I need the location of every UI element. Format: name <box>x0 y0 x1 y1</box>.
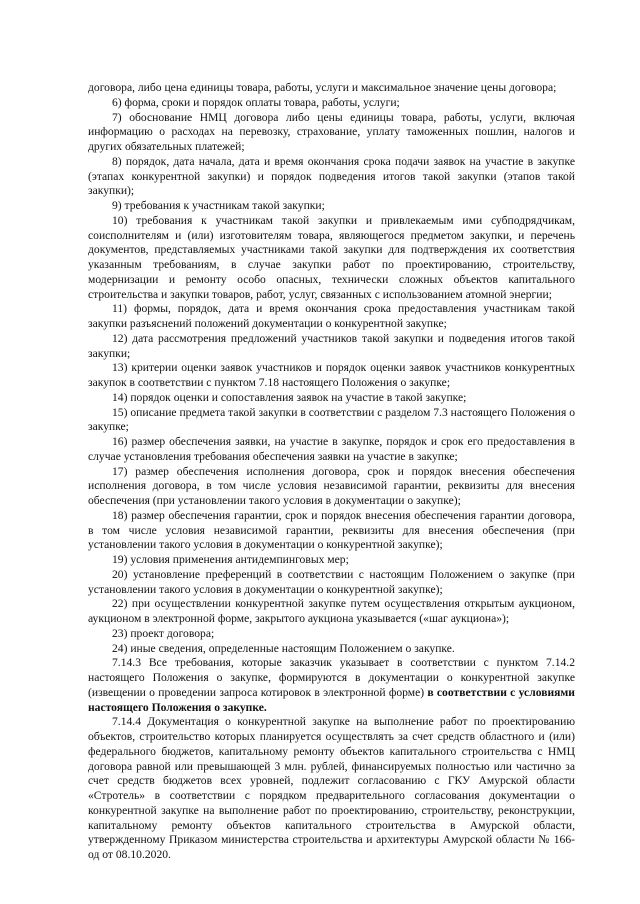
paragraph-item-20: 20) установление преференций в соответствии с настоящим Положением о закупке (при установлении такого условия в документации о конкурентной закупке); <box>88 567 575 596</box>
paragraph-item-16: 16) размер обеспечения заявки, на участие в закупке, порядок и срок его предоставления в случае установления требования обеспечения заявки на участие в закупке; <box>88 435 575 463</box>
paragraph-item-24: 24) иные сведения, определенные настоящим Положением о закупке. <box>112 641 455 655</box>
paragraph-item-19: 19) условия применения антидемпинговых мер; <box>112 553 349 566</box>
paragraph-item-13: 13) критерии оценки заявок участников и порядок оценки заявок участников конкурентных закупок в соответствии с пунктом 7.18 настоящего Положения о закупке; <box>88 361 575 389</box>
paragraph-7-14-3 <box>88 656 575 715</box>
paragraph-7-14-3-bold: в соответствии с условиями настоящего Положения о закупке. <box>88 685 575 714</box>
paragraph-7-14-3-text: 7.14.3 Все требования, которые заказчик указывает в соответствии с пунктом 7.14.2 настоящего Положения о закупке, формируются в документации о конкурентной закупке (извещении о проведении запроса котировок в электронной форме) <box>88 656 575 699</box>
paragraph-7-14-4: 7.14.4 Документация о конкурентной закупке на выполнение работ по проектированию объектов, строительство которых планируется осуществлять за счет средств областного и (или) федерального бюджетов, капитальному ремонту объектов капитального строительства с НМЦ договора равной или превышающей 3 млн. рублей, финансируемых полностью или частично за счет средств бюджетов всех уровней, подлежит согласованию с ГКУ Амурской области «Стротель» в соответствии с порядком предварительного согласования документации о конкурентной закупке на выполнение работ по проектированию, строительству, реконструкции, капитальному ремонту объектов капитального строительства в Амурской области, утвержденному Приказом министерства строительства и архитектуры Амурской области № 166-од от 08.10.2020. <box>88 715 575 861</box>
paragraph-item-7: 7) обоснование НМЦ договора либо цены единицы товара, работы, услуги, включая информацию о расходах на перевозку, страхование, уплату таможенных пошлин, налогов и других обязательных платежей; <box>88 110 575 153</box>
paragraph-item-14: 14) порядок оценки и сопоставления заявок на участие в такой закупке; <box>112 390 467 404</box>
paragraph-item-17: 17) размер обеспечения исполнения договора, срок и порядок внесения обеспечения исполнения договора, в том числе условия независимой гарантии, реквизиты для внесения обеспечения (при установлении такого условия в документации о закупке); <box>88 464 575 507</box>
paragraph-item-18: 18) размер обеспечения гарантии, срок и порядок внесения обеспечения гарантии договора, в том числе условия независимой гарантии, реквизиты для внесения обеспечения (при установлении такого условия в документации о конкурентной закупке); <box>88 508 575 552</box>
paragraph-item-11: 11) формы, порядок, дата и время окончания срока предоставления участникам такой закупки разъяснений положений документации о конкурентной закупке; <box>88 302 575 330</box>
paragraph-item-6: 6) форма, сроки и порядок оплаты товара, работы, услуги; <box>112 95 400 109</box>
paragraph-item-23: 23) проект договора; <box>112 626 215 640</box>
paragraph-item-12: 12) дата рассмотрения предложений участников такой закупки и подведения итогов такой закупки; <box>88 331 575 360</box>
paragraph-item-15: 15) описание предмета такой закупки в соответствии с разделом 7.3 настоящего Положения о закупке; <box>88 405 575 434</box>
document-body <box>88 81 575 863</box>
paragraph-item-10: 10) требования к участникам такой закупки и привлекаемым ими субподрядчикам, соисполнителям и (или) изготовителям товара, являющегося предметом закупки, и перечень документов, представляемых участниками такой закупки для подтверждения их соответствия указанным требованиям, в случае закупки работ по проектированию, строительству, модернизации и ремонту особо опасных, технически сложных объектов капитального строительства и закупки товаров, работ, услуг, связанных с использованием атомной энергии; <box>88 213 575 301</box>
paragraph-item-8: 8) порядок, дата начала, дата и время окончания срока подачи заявок на участие в закупке (этапах конкурентной закупки) и порядок подведения итогов такой закупки (этапов такой закупки); <box>88 154 575 198</box>
paragraph-item-22: 22) при осуществлении конкурентной закупке путем осуществления открытым аукционом, аукционом в электронной форме, закрытого аукциона указывается («шаг аукциона»); <box>88 597 575 625</box>
paragraph-item-9: 9) требования к участникам такой закупки; <box>112 199 325 212</box>
paragraph-contract-price-cont: договора, либо цена единицы товара, работы, услуги и максимальное значение цены договора; <box>88 81 557 94</box>
